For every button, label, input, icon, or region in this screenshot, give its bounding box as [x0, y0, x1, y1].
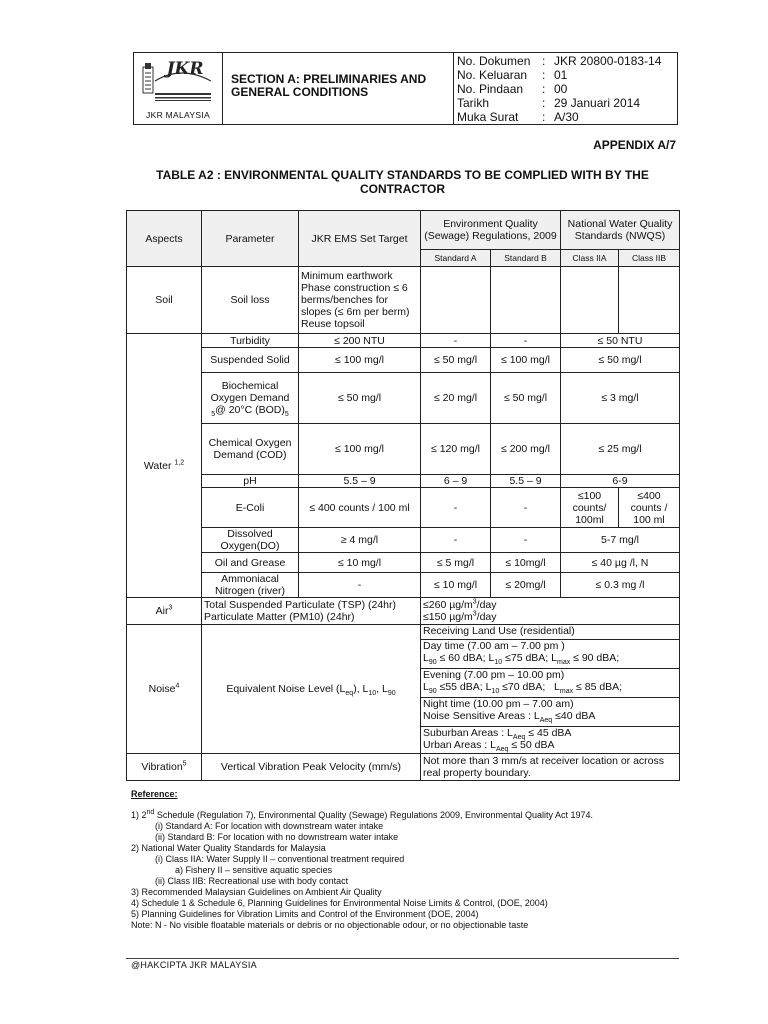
aspect-noise: Noise$^4$ [127, 625, 202, 754]
table-row: pH 5.5 – 9 6 – 9 5.5 – 9 6-9 [127, 475, 680, 488]
reference-line: 2) National Water Quality Standards for Malaysia [131, 843, 326, 853]
table-title: TABLE A2 : ENVIRONMENTAL QUALITY STANDARDS TO BE COMPLIED WITH BY THE CONTRACTOR [156, 168, 649, 196]
header-class-iia: Class IIA [561, 250, 619, 267]
soil-jkr-target: Minimum earthwork Phase construction ≤ 6 berms/benches for slopes (≤ 6m per berm) Reuse topsoil [299, 267, 421, 334]
table-row: E-Coli ≤ 400 counts / 100 ml - - ≤100 counts/ 100ml ≤400 counts / 100 ml [127, 488, 680, 528]
appendix-label: APPENDIX A/7 [593, 138, 676, 152]
meta-key: No. Pindaan [457, 82, 524, 96]
meta-key: Muka Surat [457, 110, 519, 124]
section-cell [223, 53, 454, 124]
reference-line: 4) Schedule 1 & Schedule 6, Planning Guidelines for Environmental Noise Limits & Control, (DOE, 2004) [131, 898, 548, 908]
meta-row: Muka Surat : A/30 [457, 110, 579, 124]
table-row [127, 267, 680, 334]
meta-key: No. Keluaran [457, 68, 528, 82]
reference-line: a) Fishery II – sensitive aquatic species [175, 865, 333, 875]
table-row: Biochemical Oxygen Demand $_5$@ 20°C $(BOD)_5$ ≤ 50 mg/l ≤ 20 mg/l ≤ 50 mg/l ≤ 3 mg/l [127, 373, 680, 424]
section-title: SECTION A: PRELIMINARIES AND GENERAL CONDITIONS [231, 72, 427, 99]
param-dissolved-oxygen: Dissolved Oxygen(DO) [202, 528, 299, 553]
reference-line: 5) Planning Guidelines for Vibration Limits and Control of the Environment (DOE, 2004) [131, 909, 479, 919]
param-vibration: Vertical Vibration Peak Velocity (mm/s) [202, 754, 421, 781]
meta-cell [454, 53, 677, 124]
meta-value: 01 [554, 68, 568, 82]
header-standard-a: Standard A [421, 250, 491, 267]
aspect-water: Water $^{1,2}$ [127, 334, 202, 598]
meta-value: JKR 20800-0183-14 [554, 54, 662, 68]
header-nwqs: National Water Quality Standards (NWQS) [561, 211, 680, 250]
aspect-soil: Soil [127, 267, 202, 334]
aspect-vibration: Vibration$^5$ [127, 754, 202, 781]
meta-value: A/30 [554, 110, 579, 124]
header-eq-regulations: Environment Quality (Sewage) Regulations, 2009 [421, 211, 561, 250]
logo-wordmark: JKR [166, 59, 204, 79]
header-standard-b: Standard B [491, 250, 561, 267]
table-row: Dissolved Oxygen(DO) ≥ 4 mg/l - - 5-7 mg/l [127, 528, 680, 553]
reference-line: (i) Class IIA: Water Supply II – conventional treatment required [155, 854, 405, 864]
header-aspects: Aspects [127, 211, 202, 267]
references-section [131, 789, 679, 931]
footer-divider [126, 958, 679, 959]
table-row: Ammoniacal Nitrogen (river) - ≤ 10 mg/l ≤ 20mg/l ≤ 0.3 mg /l [127, 573, 680, 598]
noise-values: Receiving Land Use (residential) Day time (7.00 am – 7.00 pm ) $L_{90} \le 60$ dBA; $L_{10} \le 75$ dBA; $L_{max} \le 90$ dBA; Evening (7.00 pm – 10.00 pm) $L_{90} \le 55$ dBA; $L_{10} \le 70$ dBA; $L_{max} \le 85$ dBA; Night time (10.00 pm – 7.00 am) Noise Sensitive Areas : $L_{Aeq} \le 40$ dBA Suburban Areas : $L_{Aeq} \le 45$ dBA Urban Areas : $L_{Aeq} \le 50$ dBA [421, 625, 680, 754]
meta-row: No. Pindaan : 00 [457, 82, 568, 96]
header-class-iib: Class IIB [619, 250, 680, 267]
param-ecoli: E-Coli [202, 488, 299, 528]
meta-row: Tarikh : 29 Januari 2014 [457, 96, 641, 110]
aspect-air: Air$^3$ [127, 598, 202, 625]
param-air: Total Suspended Particulate (TSP) (24hr) Particulate Matter (PM10) (24hr) [202, 598, 421, 625]
reference-line: (ii) Standard B: For location with no downstream water intake [155, 832, 399, 842]
references-heading: Reference: [131, 789, 178, 799]
header-jkr-target: JKR EMS Set Target [299, 211, 421, 267]
param-cod: Chemical Oxygen Demand (COD) [202, 424, 299, 475]
param-suspended-solid: Suspended Solid [202, 348, 299, 373]
header-parameter: Parameter [202, 211, 299, 267]
reference-line: (i) Standard A: For location with downstream water intake [155, 821, 384, 831]
meta-row: No. Keluaran : 01 [457, 68, 568, 82]
meta-value: 29 Januari 2014 [554, 96, 641, 110]
param-oil-grease: Oil and Grease [202, 553, 299, 573]
param-noise: Equivalent Noise Level $(L_{eq})$, $L_{10}$, $L_{90}$ [202, 625, 421, 754]
param-ammoniacal-nitrogen: Ammoniacal Nitrogen (river) [202, 573, 299, 598]
param-bod: Biochemical Oxygen Demand $_5$@ 20°C $(BOD)_5$ [202, 373, 299, 424]
reference-line: (ii) Class IIB: Recreational use with body contact [155, 876, 349, 886]
reference-line: 1) 2nd Schedule (Regulation 7), Environmental Quality (Sewage) Regulations 2009, Environmental Quality Act 1974. [131, 809, 594, 820]
table-row [127, 754, 680, 781]
logo-cell [134, 53, 223, 124]
table-row [127, 625, 680, 754]
meta-row: No. Dokumen : JKR 20800-0183-14 [457, 54, 662, 68]
table-row: Chemical Oxygen Demand (COD) ≤ 100 mg/l ≤ 120 mg/l ≤ 200 mg/l ≤ 25 mg/l [127, 424, 680, 475]
vibration-value: Not more than 3 mm/s at receiver location or across real property boundary. [421, 754, 680, 781]
meta-key: Tarikh [457, 96, 490, 110]
environmental-standards-table [126, 210, 680, 781]
table-row [127, 598, 680, 625]
table-row: Suspended Solid ≤ 100 mg/l ≤ 50 mg/l ≤ 100 mg/l ≤ 50 mg/l [127, 348, 680, 373]
table-row: Water $^{1,2}$ Turbidity ≤ 200 NTU - - ≤ 50 NTU [127, 334, 680, 348]
param-ph: pH [202, 475, 299, 488]
logo-caption: JKR MALAYSIA [146, 110, 210, 120]
param-soil-loss: Soil loss [202, 267, 299, 334]
footer-copyright: @HAKCIPTA JKR MALAYSIA [131, 960, 257, 970]
reference-line: Note: N - No visible floatable materials or debris or no objectionable odour, or no objectionable taste [131, 920, 529, 930]
reference-line: 3) Recommended Malaysian Guidelines on Ambient Air Quality [131, 887, 382, 897]
meta-value: 00 [554, 82, 568, 96]
meta-key: No. Dokumen [457, 54, 531, 68]
air-values: ≤260 $\mu g/m^3$/day ≤150 $\mu g/m^3$/day [421, 598, 680, 625]
param-turbidity: Turbidity [202, 334, 299, 348]
document-header [133, 52, 678, 125]
table-row: Oil and Grease ≤ 10 mg/l ≤ 5 mg/l ≤ 10mg/l ≤ 40 µg /l, N [127, 553, 680, 573]
